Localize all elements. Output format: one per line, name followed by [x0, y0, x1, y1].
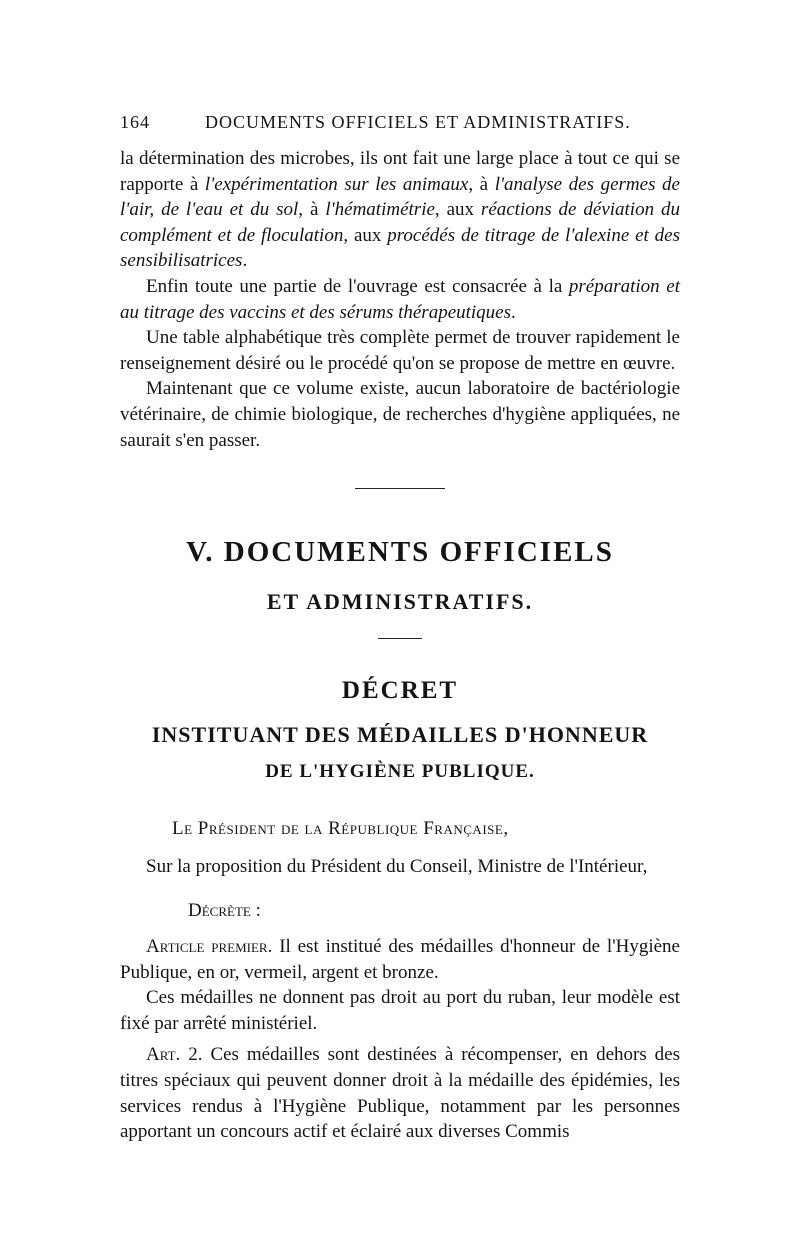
review-paragraph-4: Maintenant que ce volume existe, aucun laboratoire de bactériologie vétérinaire, de chimie biologique, de recherches d'hygiène appliquées, ne saurait s'en passer.: [120, 378, 680, 451]
section-divider: [355, 488, 445, 489]
decrees-line: Décrète :: [188, 900, 261, 921]
short-divider: [378, 638, 422, 639]
section-title: V. DOCUMENTS OFFICIELS: [186, 536, 614, 568]
proposal-line: Sur la proposition du Président du Conseil, Ministre de l'Intérieur,: [146, 856, 648, 877]
section-subtitle: ET ADMINISTRATIFS.: [266, 589, 534, 614]
president-line: Le Président de la République Française,: [172, 818, 509, 839]
article-2-label: Art. 2.: [146, 1044, 203, 1066]
decree-title: DÉCRET: [341, 677, 459, 704]
article-1-label: Article premier.: [146, 936, 273, 957]
review-paragraph-1: la détermination des microbes, ils ont fait une large place à tout ce qui se rapporte à l'expérimentation sur les animaux, à l'analyse des germes de l'air, de l'eau et du sol, à l'hématimétrie, aux réactions de déviation du complément et de floculation, aux procédés de titrage de l'alexine et des sensibilisatrices.: [120, 148, 680, 272]
review-paragraph-2: Enfin toute une partie de l'ouvrage est consacrée à la préparation et au titrage des vaccins et des sérums thérapeutiques.: [120, 275, 680, 323]
review-paragraph-3: Une table alphabétique très complète permet de trouver rapidement le renseignement désiré ou le procédé qu'on se propose de mettre en œuvre.: [120, 327, 680, 374]
decree-subtitle-line1: INSTITUANT DES MÉDAILLES D'HONNEUR: [151, 722, 649, 747]
article-1-paragraph-2: Ces médailles ne donnent pas droit au port du ruban, leur modèle est fixé par arrêté ministériel.: [120, 987, 680, 1034]
page-number: 164: [120, 112, 150, 132]
running-title: DOCUMENTS OFFICIELS ET ADMINISTRATIFS.: [205, 112, 631, 132]
decree-articles: [120, 934, 680, 1145]
decree-subtitle-line2: DE L'HYGIÈNE PUBLIQUE.: [265, 761, 535, 782]
article-2: Art. 2. Ces médailles sont destinées à récompenser, en dehors des titres spéciaux qui peuvent donner droit à la médaille des épidémies, les services rendus à l'Hygiène Publique, notamment par les personnes apportant un concours actif et éclairé aux diverses Commis: [120, 1044, 680, 1143]
article-1: Article premier. Il est institué des médailles d'honneur de l'Hygiène Publique, en or, vermeil, argent et bronze.: [120, 936, 680, 983]
review-text: [120, 146, 680, 453]
